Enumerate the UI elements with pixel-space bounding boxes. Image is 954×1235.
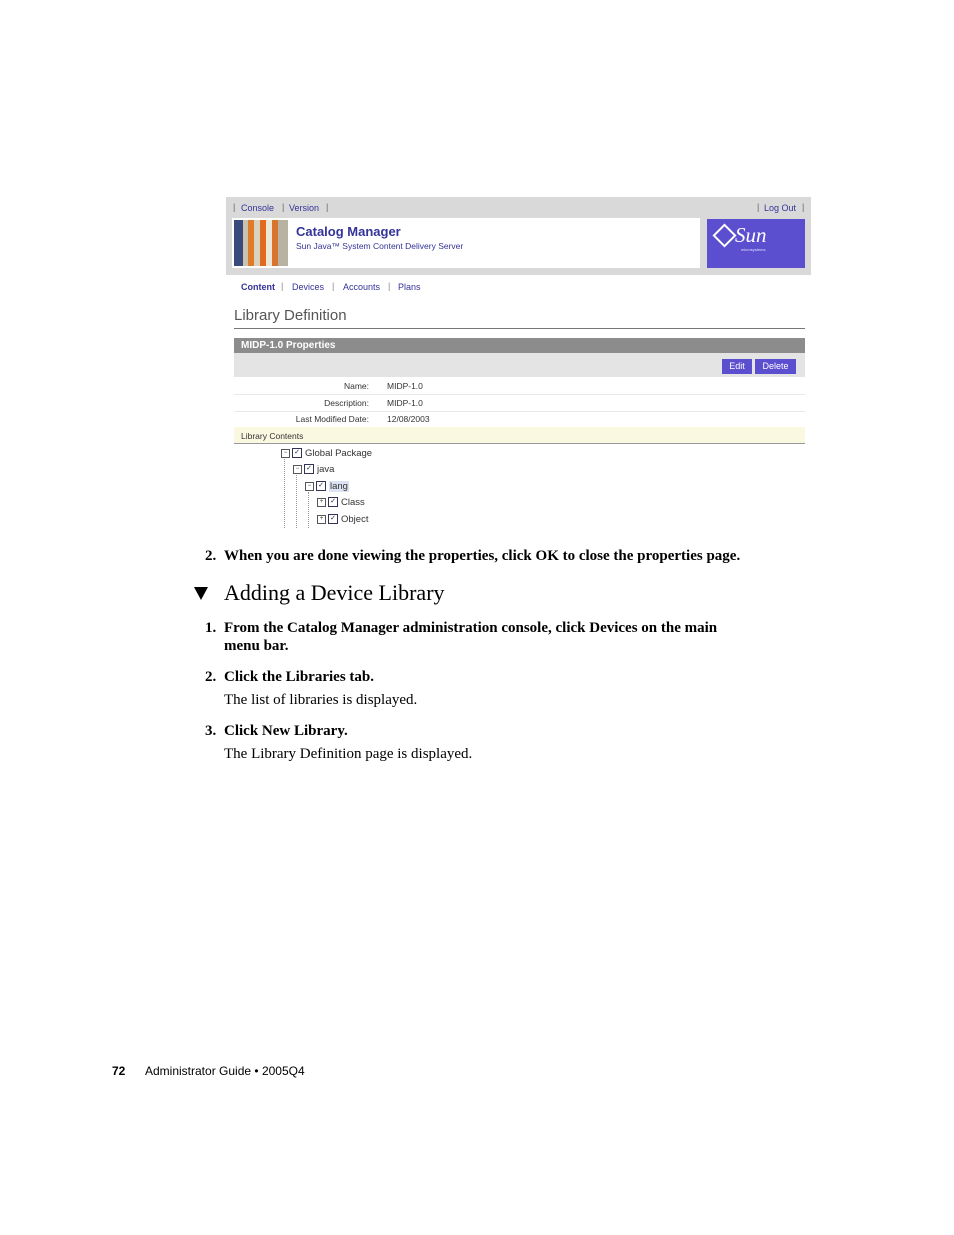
menu-plans[interactable]: Plans bbox=[398, 282, 421, 292]
tree-node-java[interactable] bbox=[293, 464, 334, 476]
version-link[interactable]: Version bbox=[289, 203, 320, 213]
separator: | bbox=[281, 281, 284, 291]
properties-header bbox=[234, 338, 805, 353]
property-label: Last Modified Date: bbox=[295, 414, 369, 424]
step-text: menu bar. bbox=[224, 638, 289, 654]
properties-title: MIDP-1.0 Properties bbox=[241, 340, 336, 351]
step-number: 1. bbox=[205, 620, 217, 636]
checkbox-checked-icon[interactable]: ✓ bbox=[316, 481, 326, 491]
checkbox-checked-icon[interactable]: ✓ bbox=[328, 497, 338, 507]
collapse-icon[interactable]: − bbox=[293, 465, 302, 474]
menu-accounts[interactable]: Accounts bbox=[343, 282, 381, 292]
separator: | bbox=[233, 202, 236, 212]
tree-guide-line bbox=[284, 459, 285, 528]
tree-node-object[interactable] bbox=[317, 514, 368, 526]
separator: | bbox=[388, 281, 391, 291]
separator: | bbox=[326, 202, 329, 212]
page-title: Library Definition bbox=[234, 307, 347, 324]
property-value: MIDP-1.0 bbox=[387, 381, 423, 391]
expand-icon[interactable]: + bbox=[317, 515, 326, 524]
app-title: Catalog Manager bbox=[296, 224, 401, 239]
footer-title bbox=[145, 1064, 305, 1078]
property-label: Description: bbox=[324, 398, 369, 408]
property-value: MIDP-1.0 bbox=[387, 398, 423, 408]
tree-node-label: Global Package bbox=[305, 448, 373, 459]
log-out-link[interactable]: Log Out bbox=[764, 203, 797, 213]
property-row-description bbox=[234, 395, 805, 412]
property-row-name bbox=[234, 378, 805, 395]
guide-title: Administrator Guide bbox=[145, 1064, 252, 1078]
tree-node-label: Class bbox=[341, 497, 365, 508]
step-text: From the Catalog Manager administration console, click Devices on the main bbox=[224, 620, 718, 636]
sun-logo-subtext: microsystems bbox=[741, 247, 766, 252]
footer-bullet: • bbox=[254, 1064, 259, 1078]
expand-icon[interactable]: + bbox=[317, 498, 326, 507]
tree-guide-line bbox=[296, 475, 297, 528]
property-value: 12/08/2003 bbox=[387, 414, 430, 424]
button-bar bbox=[234, 353, 805, 377]
catalog-manager-screenshot bbox=[226, 197, 811, 528]
divider bbox=[234, 328, 805, 329]
tree-node-global-package[interactable] bbox=[281, 448, 372, 460]
separator: | bbox=[332, 281, 335, 291]
app-subtitle: Sun Java™ System Content Delivery Server bbox=[296, 241, 464, 251]
sun-logo bbox=[707, 219, 805, 268]
sun-logo-text: Sun bbox=[735, 223, 767, 247]
step-text: When you are done viewing the properties, click OK to close the properties page. bbox=[224, 548, 741, 564]
separator: | bbox=[802, 202, 805, 212]
step-text: Click New Library. bbox=[224, 723, 348, 739]
delete-button[interactable]: Delete bbox=[755, 359, 796, 374]
property-label: Name: bbox=[343, 381, 369, 391]
step-3-result: The Library Definition page is displayed. bbox=[224, 746, 473, 762]
collapse-icon[interactable]: − bbox=[305, 482, 314, 491]
step-number: 2. bbox=[205, 669, 217, 685]
separator: | bbox=[282, 202, 285, 212]
menu-devices[interactable]: Devices bbox=[292, 282, 325, 292]
property-row-last-modified bbox=[234, 411, 805, 428]
step-2-result: The list of libraries is displayed. bbox=[224, 692, 418, 708]
step-number: 2. bbox=[205, 548, 217, 564]
page-number: 72 bbox=[112, 1064, 126, 1078]
collapse-icon[interactable]: − bbox=[281, 449, 290, 458]
tree-node-lang[interactable] bbox=[305, 481, 349, 493]
tree-node-label: Object bbox=[341, 514, 369, 525]
checkbox-checked-icon[interactable]: ✓ bbox=[328, 514, 338, 524]
edition: 2005Q4 bbox=[261, 1064, 305, 1078]
tree-node-label: lang bbox=[330, 481, 348, 492]
checkbox-checked-icon[interactable]: ✓ bbox=[304, 464, 314, 474]
separator: | bbox=[757, 202, 760, 212]
tree-node-label: java bbox=[317, 464, 335, 475]
edit-button[interactable]: Edit bbox=[722, 359, 752, 374]
sun-diamond-icon bbox=[712, 223, 736, 247]
masthead bbox=[226, 197, 811, 275]
library-contents-label: Library Contents bbox=[241, 431, 304, 441]
product-banner bbox=[232, 218, 700, 268]
section-triangle-icon bbox=[194, 587, 208, 600]
menu-content[interactable]: Content bbox=[241, 282, 275, 292]
console-link[interactable]: Console bbox=[241, 203, 275, 213]
tree-node-class[interactable] bbox=[317, 497, 365, 509]
step-text: Click the Libraries tab. bbox=[224, 669, 374, 685]
step-number: 3. bbox=[205, 723, 217, 739]
tree-guide-line bbox=[308, 492, 309, 528]
books-image bbox=[234, 220, 288, 266]
checkbox-checked-icon[interactable]: ✓ bbox=[292, 448, 302, 458]
section-heading: Adding a Device Library bbox=[224, 580, 445, 605]
library-contents-header bbox=[234, 427, 805, 444]
